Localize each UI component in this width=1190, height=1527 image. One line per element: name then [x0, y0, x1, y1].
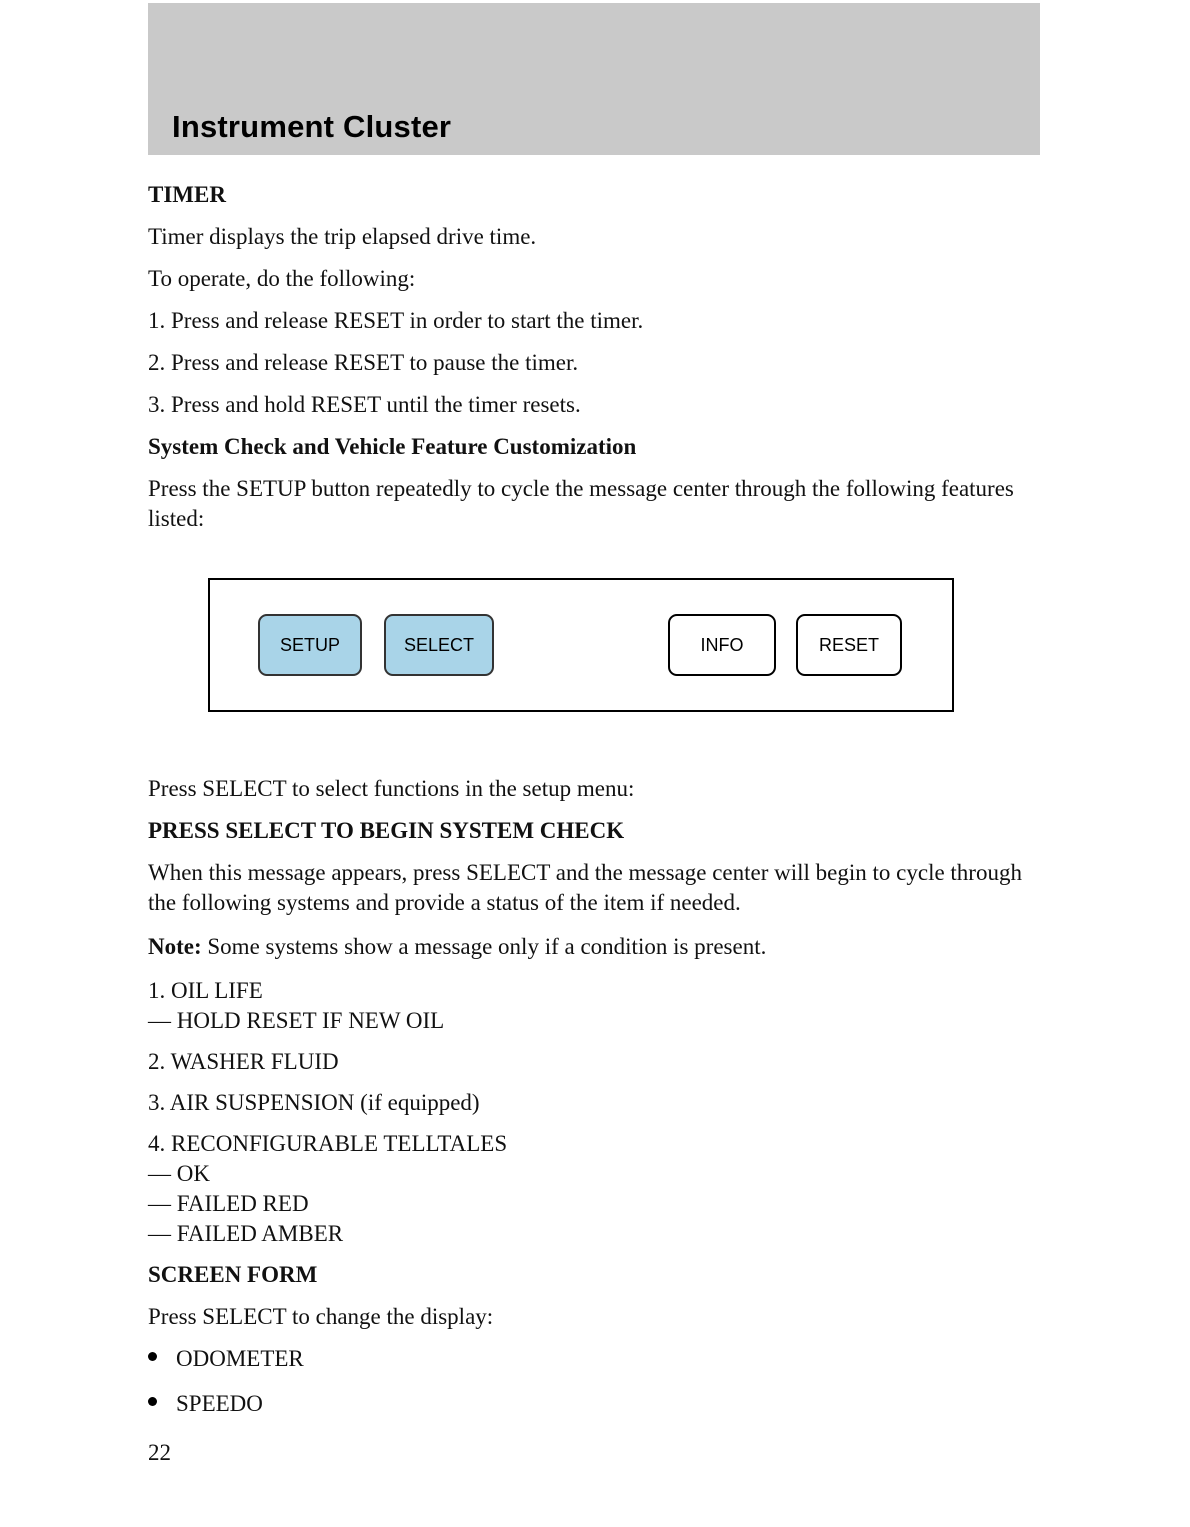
- note-paragraph: [148, 932, 1045, 962]
- note-label: Note:: [148, 934, 202, 959]
- system-item-air-suspension: [148, 1088, 1045, 1118]
- system-item-reconfigurable-telltales: [148, 1129, 1045, 1249]
- setup-button-illustration: SETUP: [258, 614, 362, 676]
- screen-form-intro: Press SELECT to change the display:: [148, 1304, 494, 1329]
- reset-button-illustration: RESET: [796, 614, 902, 676]
- system-item-subline: — HOLD RESET IF NEW OIL: [148, 1008, 445, 1033]
- system-check-heading: System Check and Vehicle Feature Customization: [148, 434, 637, 459]
- timer-step-1: 1. Press and release RESET in order to start the timer.: [148, 308, 644, 333]
- info-button-illustration: INFO: [668, 614, 776, 676]
- page-content: [148, 180, 1045, 1434]
- bullet-item-speedo: [148, 1389, 1045, 1419]
- section-title: Instrument Cluster: [172, 109, 452, 144]
- system-item-washer-fluid: [148, 1047, 1045, 1077]
- timer-operate-line: To operate, do the following:: [148, 266, 416, 291]
- bullet-icon: [148, 1352, 157, 1361]
- bullet-label: SPEEDO: [176, 1391, 263, 1416]
- timer-step-2: 2. Press and release RESET to pause the timer.: [148, 350, 579, 375]
- system-item-subline: — OK: [148, 1161, 210, 1186]
- select-button-illustration: SELECT: [384, 614, 494, 676]
- system-item-line: 4. RECONFIGURABLE TELLTALES: [148, 1131, 508, 1156]
- begin-system-check-paragraph: When this message appears, press SELECT and the message center will begin to cycle through the following systems and provide a status of the item if needed.: [148, 860, 1022, 915]
- timer-heading: TIMER: [148, 182, 226, 207]
- select-functions-line: Press SELECT to select functions in the setup menu:: [148, 776, 635, 801]
- system-check-intro: Press the SETUP button repeatedly to cycle the message center through the following features listed:: [148, 476, 1014, 531]
- bullet-label: ODOMETER: [176, 1346, 304, 1371]
- bullet-item-odometer: [148, 1344, 1045, 1374]
- bullet-icon: [148, 1397, 157, 1406]
- message-center-buttons-figure: [208, 578, 954, 712]
- system-item-line: 3. AIR SUSPENSION (if equipped): [148, 1090, 480, 1115]
- begin-system-check-heading: PRESS SELECT TO BEGIN SYSTEM CHECK: [148, 818, 625, 843]
- system-item-line: 2. WASHER FLUID: [148, 1049, 339, 1074]
- section-header-banner: [148, 3, 1040, 155]
- page-number: 22: [148, 1440, 171, 1465]
- timer-description: Timer displays the trip elapsed drive time.: [148, 224, 537, 249]
- system-item-subline: — FAILED AMBER: [148, 1221, 344, 1246]
- screen-form-heading: SCREEN FORM: [148, 1262, 318, 1287]
- system-item-subline: — FAILED RED: [148, 1191, 309, 1216]
- system-item-line: 1. OIL LIFE: [148, 978, 263, 1003]
- timer-step-3: 3. Press and hold RESET until the timer resets.: [148, 392, 581, 417]
- note-text: Some systems show a message only if a condition is present.: [201, 934, 767, 959]
- system-item-oil-life: [148, 976, 1045, 1036]
